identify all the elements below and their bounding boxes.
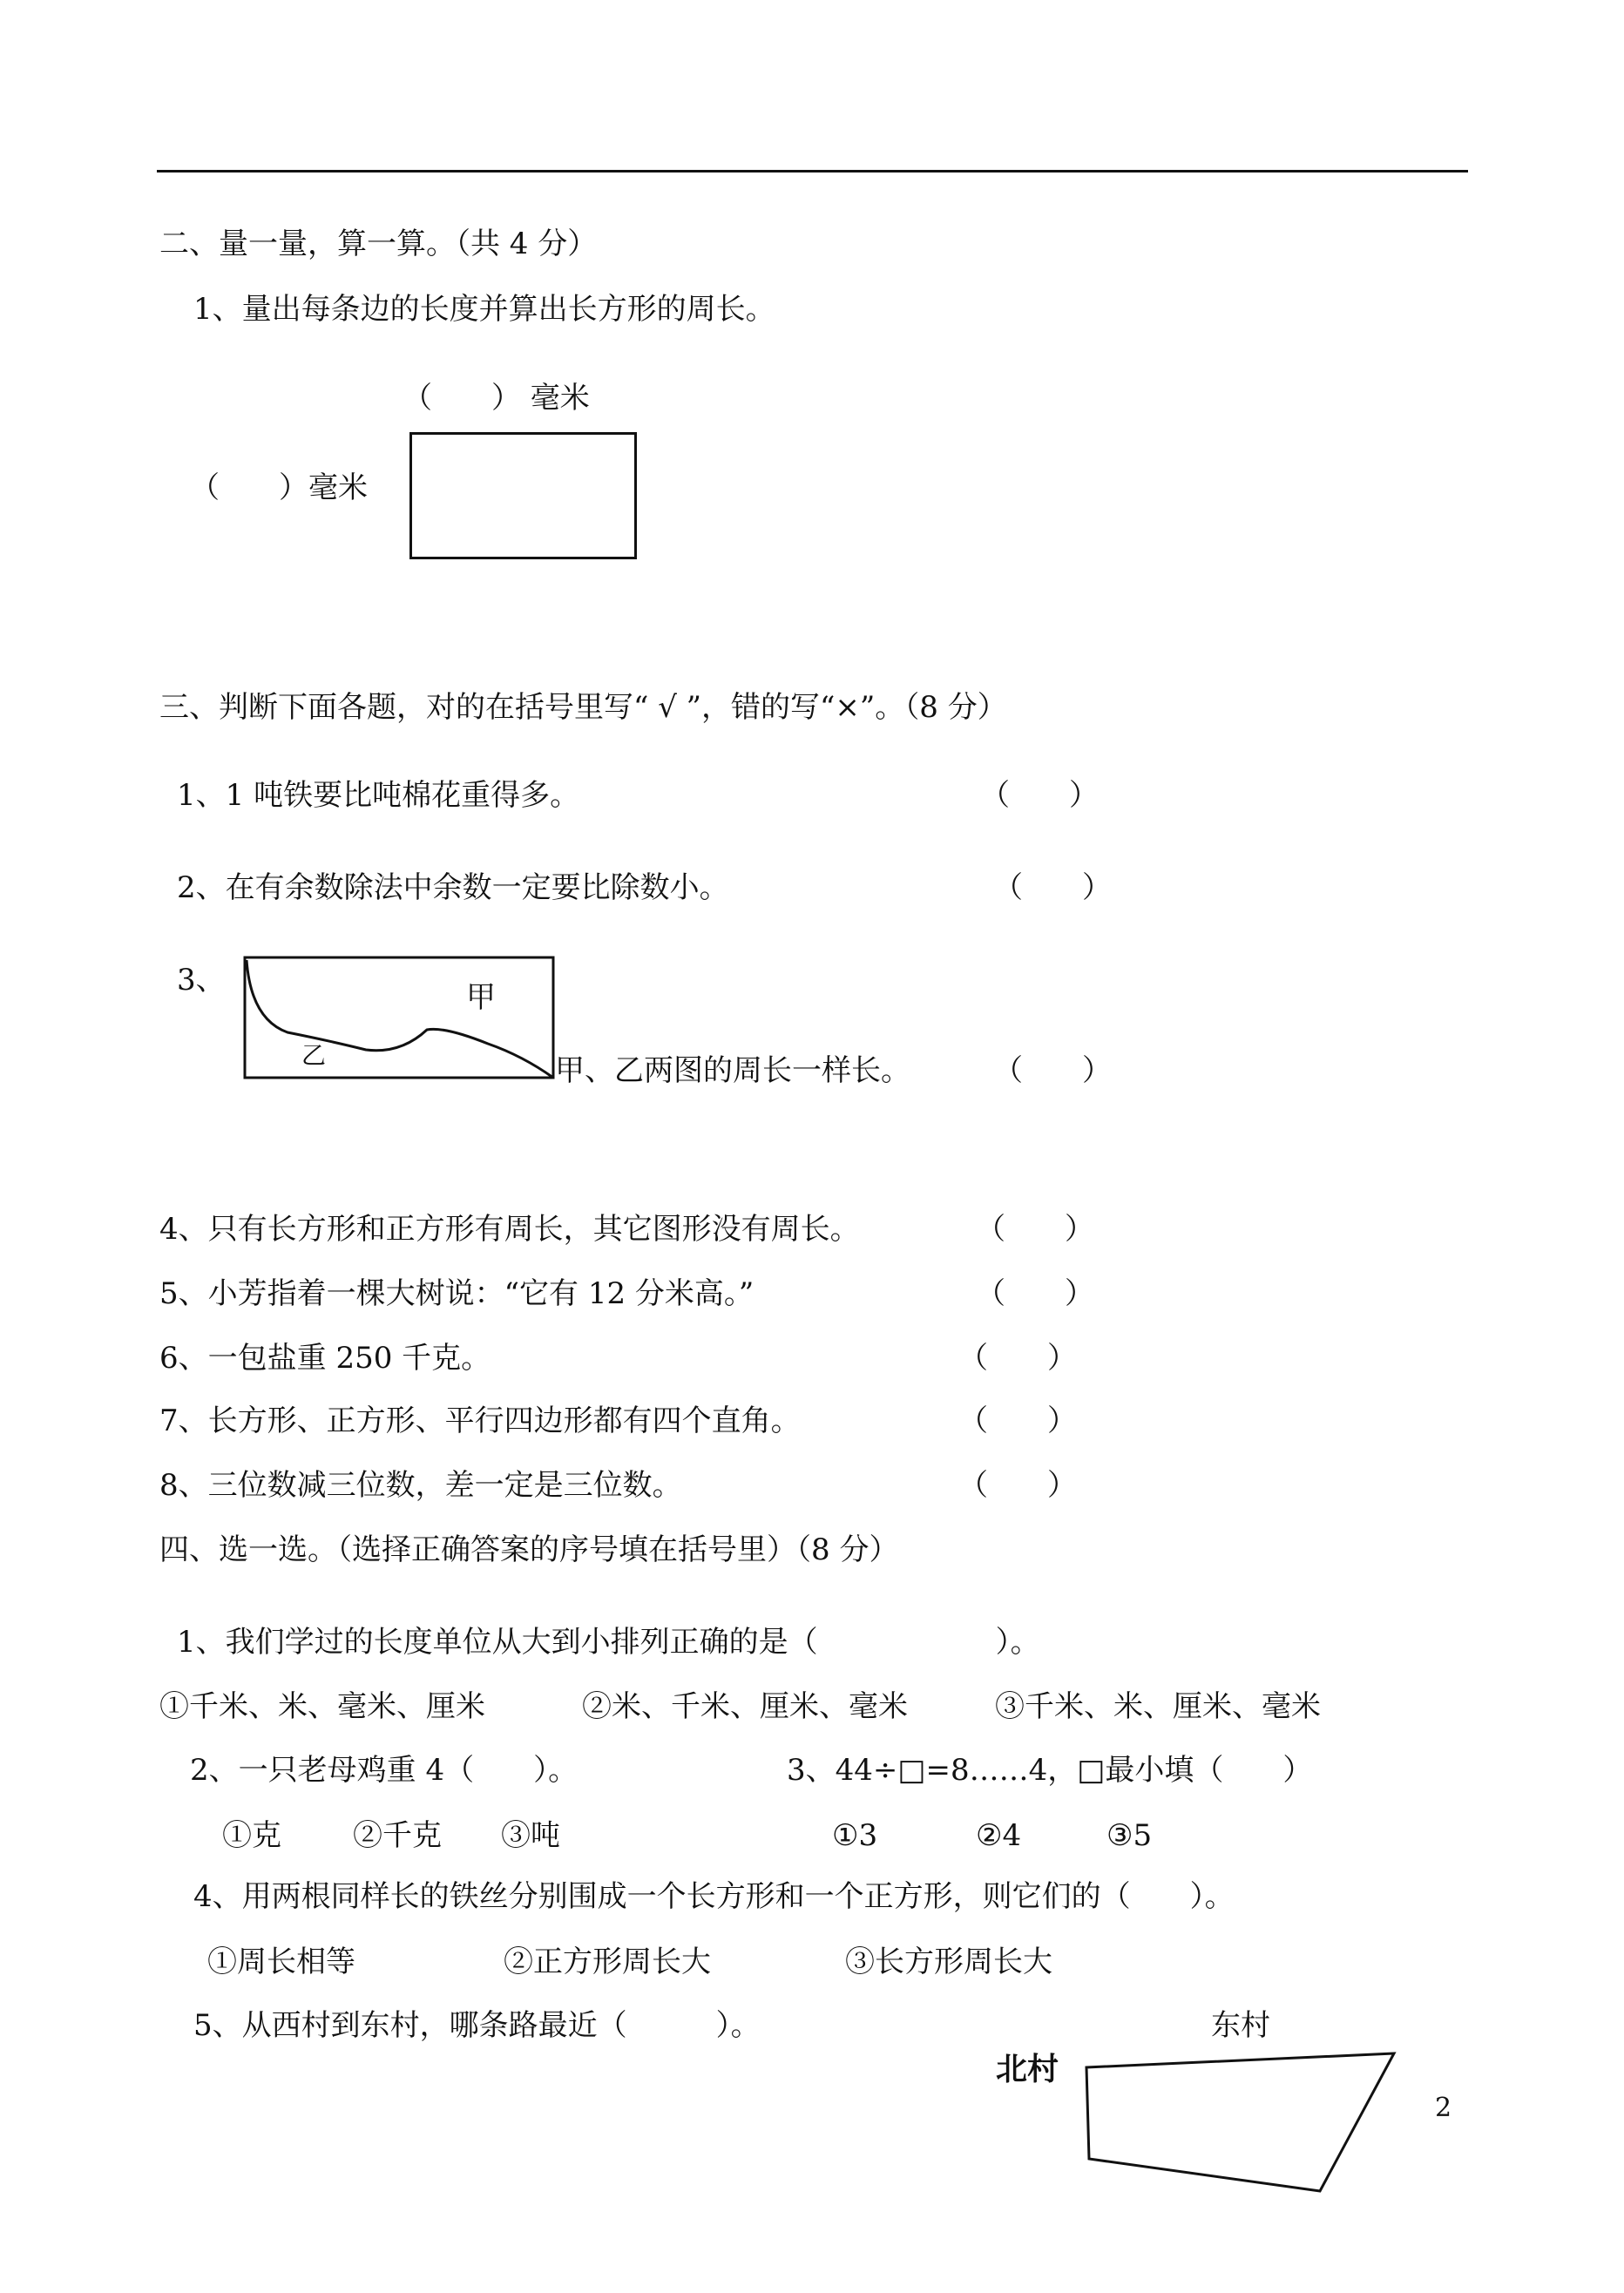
judge-q8: 8、三位数减三位数，差一定是三位数。 [159,1468,682,1503]
choice-q3-option1: ①3 [832,1818,878,1853]
region-yi: 乙 [301,1041,327,1070]
choice-q2-option1: ①克 [222,1818,281,1853]
judge-q4: 4、只有长方形和正方形有周长，其它图形没有周长。 [159,1212,860,1247]
label-north-village: 北村 [996,2052,1059,2087]
judge-q3: 甲、乙两图的周长一样长。 [555,1053,910,1088]
judge-q8-answer[interactable]: （ ） [958,1468,1077,1503]
choice-q3-option3: ③5 [1106,1818,1153,1853]
judge-q2: 2、在有余数除法中余数一定要比除数小。 [177,870,729,905]
choice-q5: 5、从西村到东村，哪条路最近（ ）。 [193,2008,761,2043]
choice-q2: 2、一只老母鸡重 4（ ）。 [190,1753,579,1788]
choice-q1-option2: ②米、千米、厘米、毫米 [582,1689,908,1724]
judge-q7-answer[interactable]: （ ） [958,1404,1077,1438]
judge-q6-answer[interactable]: （ ） [958,1341,1077,1376]
judge-q2-answer[interactable]: （ ） [993,870,1112,905]
choice-q2-option3: ③吨 [501,1818,560,1853]
judge-q5: 5、小芳指着一棵大树说：“它有 12 分米高。” [159,1276,754,1311]
choice-q1: 1、我们学过的长度单位从大到小排列正确的是（ ）。 [177,1625,1040,1660]
choice-q4-option2: ②正方形周长大 [504,1945,711,1979]
choice-q4-option1: ①周长相等 [207,1945,355,1979]
label-east-village: 东村 [1211,2008,1270,2043]
region-jia: 甲 [466,980,496,1015]
judge-q1: 1、1 吨铁要比吨棉花重得多。 [177,778,580,813]
choice-q3-option2: ②4 [976,1818,1022,1853]
page-number: 2 [1435,2093,1452,2123]
judge-q4-answer[interactable]: （ ） [976,1212,1094,1247]
judge-q7: 7、长方形、正方形、平行四边形都有四个直角。 [159,1404,801,1438]
choice-q3: 3、44÷□=8……4，□最小填（ ） [787,1753,1313,1788]
judge-q1-answer[interactable]: （ ） [980,778,1099,813]
rect-top-label: （ ） 毫米 [403,381,590,416]
judge-q3-number: 3、 [177,963,226,998]
judge-q5-answer[interactable]: （ ） [976,1276,1094,1311]
section3-heading: 三、判断下面各题，对的在括号里写“ √ ”，错的写“×”。（8 分） [159,690,1007,725]
choice-q4-option3: ③长方形周长大 [845,1945,1052,1979]
section2-q1: 1、量出每条边的长度并算出长方形的周长。 [193,292,775,327]
judge-q3-answer[interactable]: （ ） [993,1053,1112,1088]
judge-q6: 6、一包盐重 250 千克。 [159,1341,491,1376]
section4-heading: 四、选一选。（选择正确答案的序号填在括号里）（8 分） [159,1532,899,1567]
choice-q2-option2: ②千克 [353,1818,442,1853]
section2-heading: 二、量一量，算一算。（共 4 分） [159,227,598,261]
rect-left-label: （ ）毫米 [190,470,368,505]
choice-q1-option1: ①千米、米、毫米、厘米 [159,1689,485,1724]
choice-q1-option3: ③千米、米、厘米、毫米 [995,1689,1321,1724]
choice-q4: 4、用两根同样长的铁丝分别围成一个长方形和一个正方形，则它们的（ ）。 [193,1879,1235,1914]
